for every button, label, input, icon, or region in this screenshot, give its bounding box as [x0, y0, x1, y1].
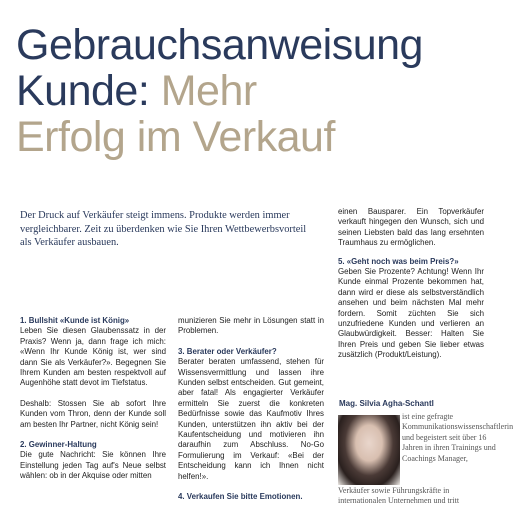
- paragraph: Leben Sie diesen Glaubenssatz in der Praxis? Wenn ja, dann frage ich mich: «Wenn Ihr Kunde König ist, wer sind dann Sie als Verkäufer?». Begegnen Sie Ihrem Kunden am besten respektvoll auf Augenhöhe statt devot im Tiefstatus.: [20, 326, 166, 388]
- lead-paragraph: Der Druck auf Verkäufer steigt immens. Produkte werden immer vergleichbarer. Zeit zu überdenken wie Sie Ihren Wettbewerbsvorteil als Verkäufer ausbauen.: [20, 210, 307, 248]
- column-3: [338, 207, 484, 371]
- paragraph: munizieren Sie mehr in Lösungen statt in Problemen.: [178, 316, 324, 336]
- author-photo: [338, 415, 400, 485]
- title-line-3: Erfolg im Verkauf: [16, 113, 335, 161]
- author-box: [338, 399, 513, 506]
- title-line-1: Gebrauchsanweisung: [16, 21, 423, 69]
- section-heading-5: 5. «Geht noch was beim Preis?»: [338, 256, 459, 266]
- column-1: [20, 316, 166, 492]
- column-2: [178, 316, 324, 503]
- article-title: [16, 22, 486, 160]
- paragraph: Berater beraten umfassend, stehen für Wissensvermittlung und lassen ihre Kunden selbst entscheiden. Gut gemeint, aber fatal! Als engagierter Verkäufer ermitteln Sie zuerst die konkreten Bedürfnisse sowie das Kaufmotiv Ihres Kunden, unterstützen ihn aktiv bei der Kaufentscheidung und motivieren ihn daraufhin zum Abschluss. No-Go Formulierung im Verkauf: «Bei der Entscheidung kann ich Ihnen nicht helfen!».: [178, 357, 324, 481]
- section-heading-2: 2. Gewinner-Haltung: [20, 440, 97, 450]
- section-heading-1: 1. Bullshit «Kunde ist König»: [20, 316, 130, 325]
- paragraph: einen Bausparer. Ein Topverkäufer verkauft hingegen den Wunsch, sich und seinen Liebsten bald das lang ersehnten Traumhaus zu ermöglichen.: [338, 207, 484, 248]
- title-line-2: [16, 68, 486, 114]
- paragraph: Deshalb: Stossen Sie ab sofort Ihre Kunden vom Thron, denn der Kunde soll am besten Ihr Partner, nicht König sein!: [20, 398, 166, 429]
- paragraph: Geben Sie Prozente? Achtung! Wenn Ihr Kunde einmal Prozente bekommen hat, dann wird er diese als selbstverständlich ansehen und beim nächsten Mal mehr fordern. Somit züchten Sie sich unzufriedene Kunden und verlieren an Glaubwürdigkeit. Besser: Halten Sie Ihren Preis und geben Sie lieber etwas zusätzlich (Produkt/Leistung).: [338, 267, 484, 360]
- title-line-2-accent: Mehr: [160, 67, 257, 115]
- section-heading-3: 3. Berater oder Verkäufer?: [178, 346, 277, 356]
- section-heading-4: 4. Verkaufen Sie bitte Emotionen.: [178, 492, 303, 502]
- author-bio: ist eine gefragte Kommunikationswissenschaftlerin und begeistert seit über 16 Jahren in ihren Trainings und Coachings Manager,: [402, 412, 513, 463]
- author-name: Mag. Silvia Agha-Schantl: [339, 399, 434, 408]
- author-bio-continued: Verkäufer sowie Führungskräfte in internationalen Unternehmen und tritt: [338, 486, 460, 506]
- title-line-2-dark: Kunde:: [16, 67, 161, 115]
- paragraph: Die gute Nachricht: Sie können Ihre Einstellung jeden Tag auf's Neue selbst wählen: ob in der Akquise oder mitten: [20, 450, 166, 481]
